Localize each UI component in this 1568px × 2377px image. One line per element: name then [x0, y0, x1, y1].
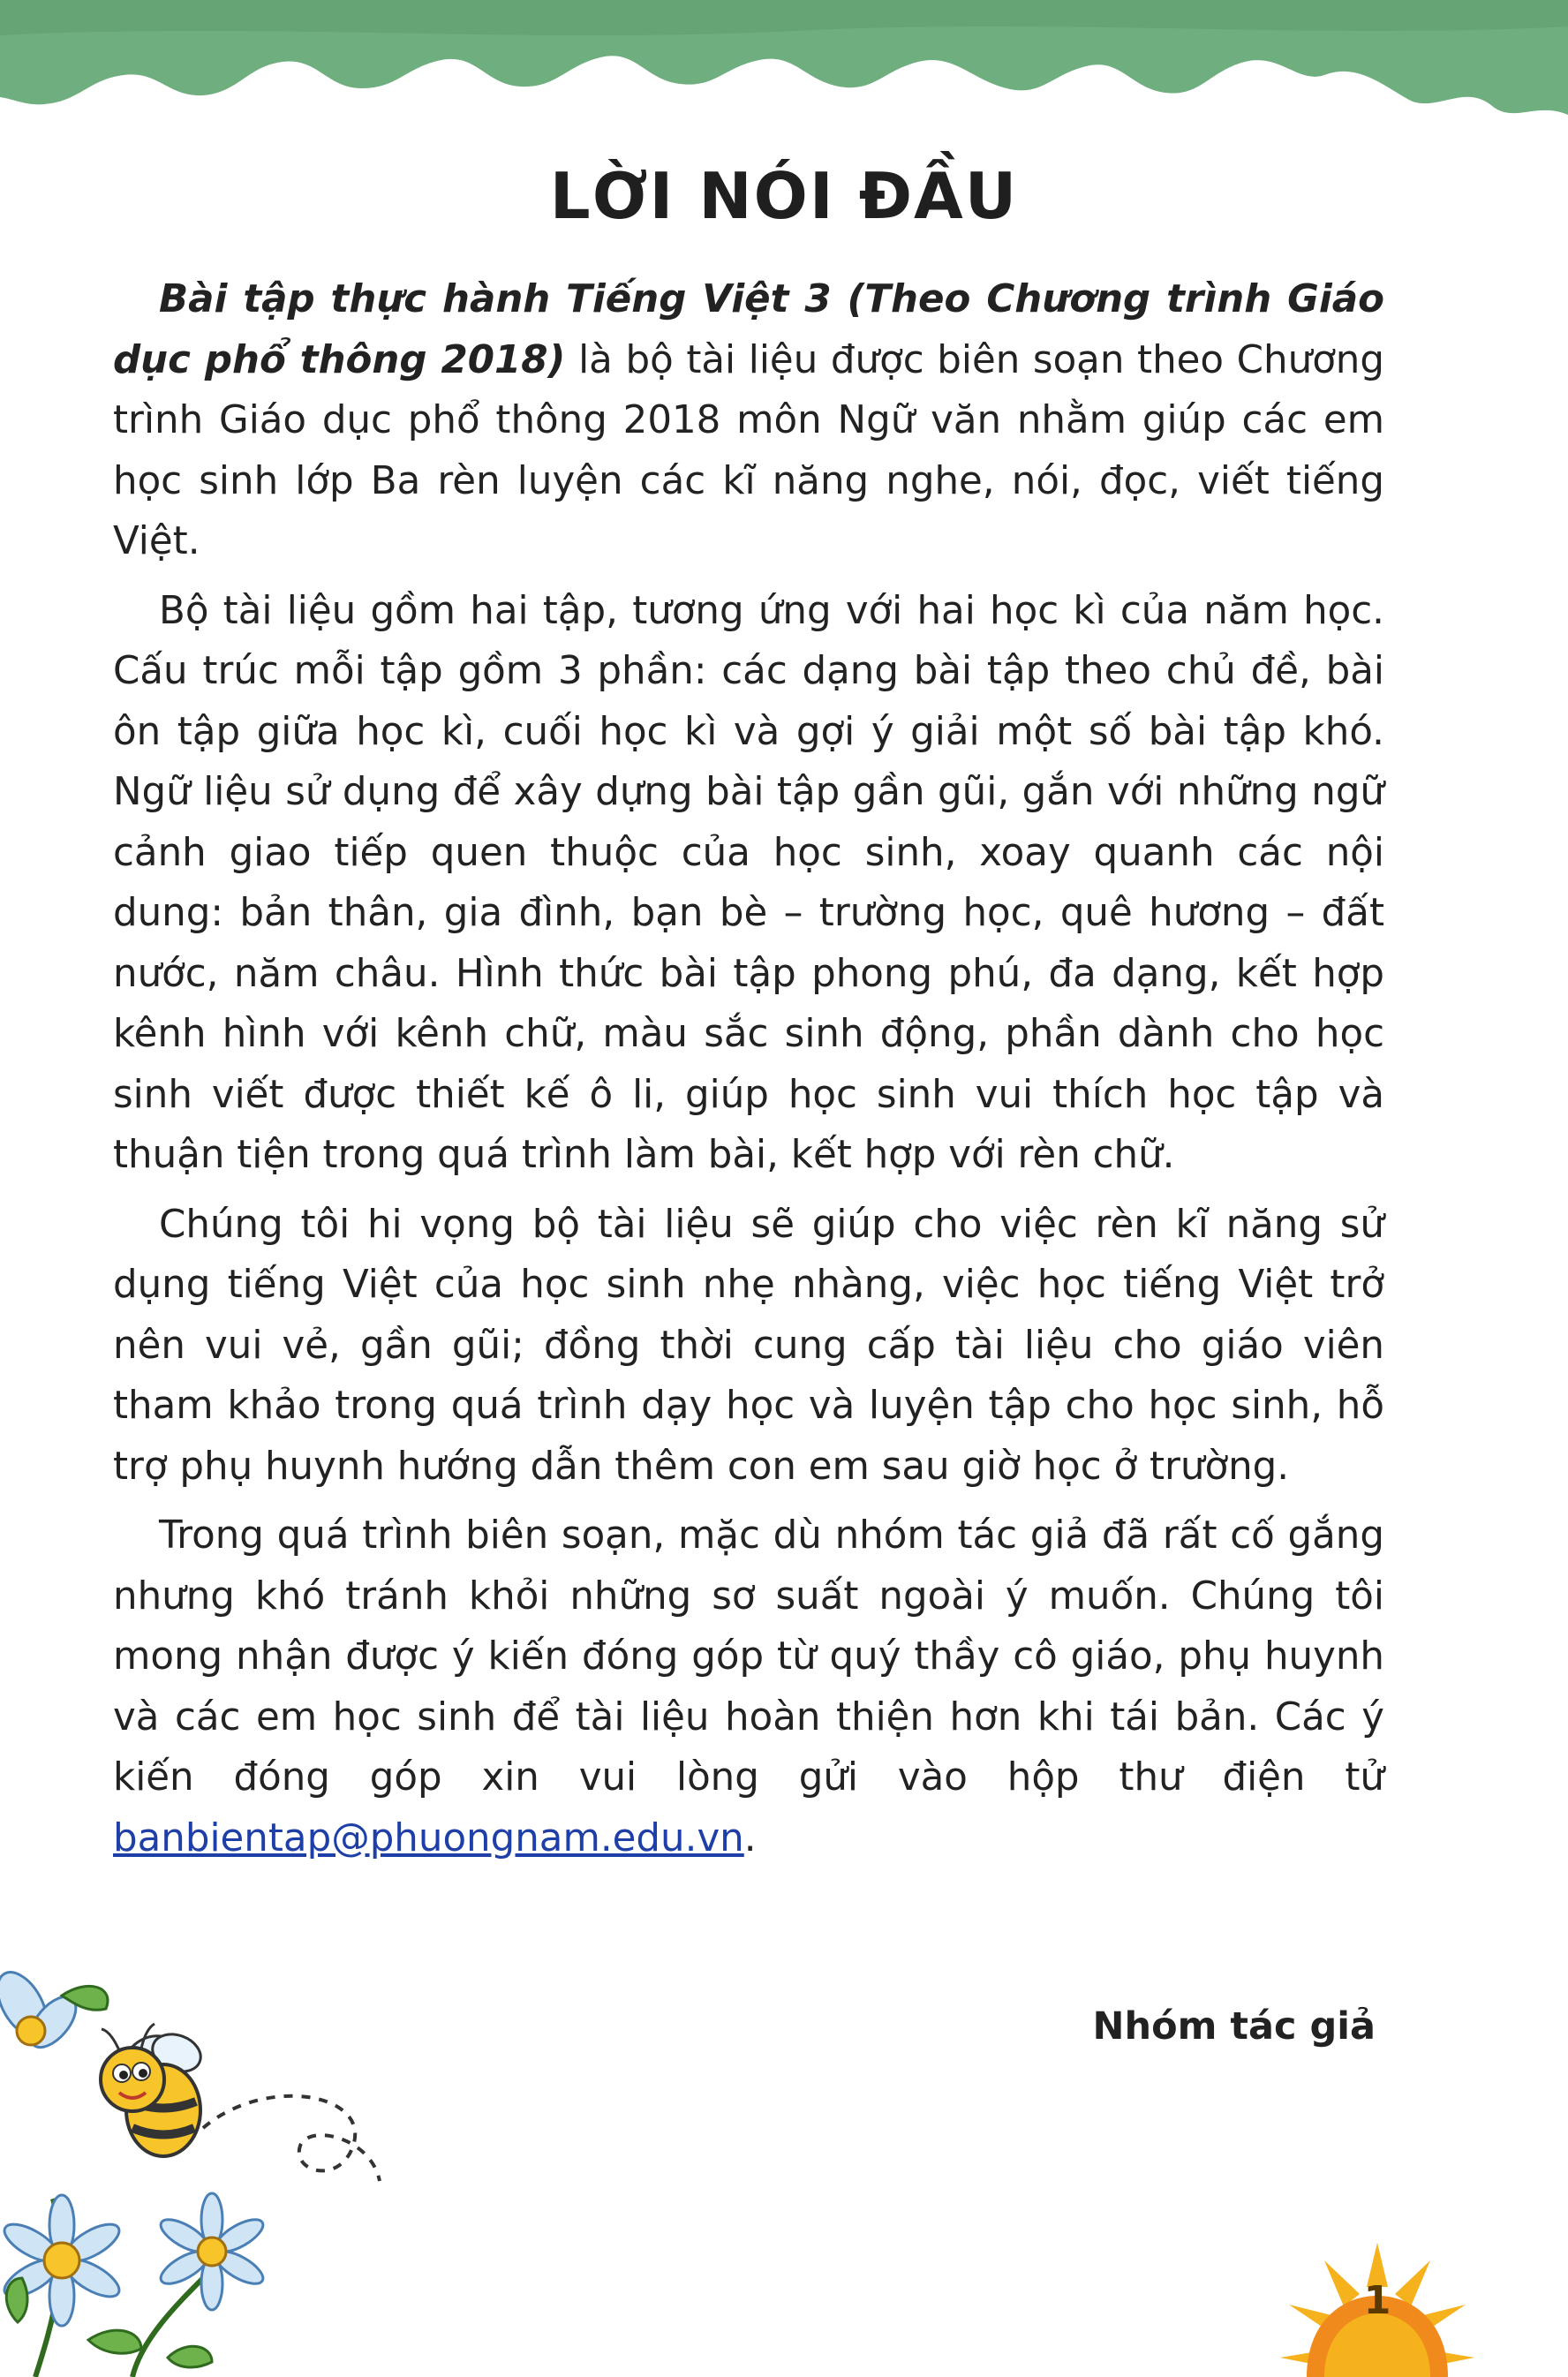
email-link[interactable]: banbientap@phuongnam.edu.vn — [113, 1815, 744, 1860]
paragraph-1-rest: là bộ tài liệu được biên soạn theo Chương trình Giáo dục phổ thông 2018 môn Ngữ văn nhằm giúp các em học sinh lớp Ba rèn luyện các kĩ năng nghe, nói, đọc, viết tiếng Việt. — [113, 337, 1384, 563]
paragraph-3: Chúng tôi hi vọng bộ tài liệu sẽ giúp cho việc rèn kĩ năng sử dụng tiếng Việt của học sinh nhẹ nhàng, việc học tiếng Việt trở nên vui vẻ, gần gũi; đồng thời cung cấp tài liệu cho giáo viên tham khảo trong quá trình dạy học và luyện tập cho học sinh, hỗ trợ phụ huynh hướng dẫn thêm con em sau giờ học ở trường. — [113, 1202, 1384, 1489]
paragraph-4-text: Trong quá trình biên soạn, mặc dù nhóm tác giả đã rất cố gắng nhưng khó tránh khỏi những sơ suất ngoài ý muốn. Chúng tôi mong nhận được ý kiến đóng góp từ quý thầy cô giáo, phụ huynh và các em học sinh để tài liệu hoàn thiện hơn khi tái bản. Các ý kiến đóng góp xin vui lòng gửi vào hộp thư điện tử — [113, 1513, 1384, 1800]
page-title: LỜI NÓI ĐẦU — [549, 159, 1019, 233]
book-title: Bài tập thực hành Tiếng Việt 3 (Theo Chương trình Giáo dục phổ thông 2018) — [113, 277, 1384, 382]
signature: Nhóm tác giả — [1092, 2004, 1376, 2049]
bee-flight-path — [203, 2096, 380, 2181]
flower-cluster-icon — [0, 2193, 268, 2377]
cloud-shade — [0, 0, 1568, 35]
bee-icon — [101, 2024, 206, 2156]
preface-body — [113, 269, 1384, 1877]
paragraph-1 — [113, 269, 1384, 572]
page-number: 1 — [1363, 2278, 1391, 2323]
paragraph-4 — [113, 1505, 1384, 1868]
bee-flower-decoration — [0, 1969, 424, 2377]
flower-icon — [0, 1969, 108, 2056]
paragraph-2: Bộ tài liệu gồm hai tập, tương ứng với hai học kì của năm học. Cấu trúc mỗi tập gồm 3 phần: các dạng bài tập theo chủ đề, bài ôn tập giữa học kì, cuối học kì và gợi ý giải một số bài tập khó. Ngữ liệu sử dụng để xây dựng bài tập gần gũi, gắn với những ngữ cảnh giao tiếp quen thuộc của học sinh, xoay quanh các nội dung: bản thân, gia đình, bạn bè – trường học, quê hương – đất nước, năm châu. Hình thức bài tập phong phú, đa dạng, kết hợp kênh hình với kênh chữ, màu sắc sinh động, phần dành cho học sinh viết được thiết kế ô li, giúp học sinh vui thích học tập và thuận tiện trong quá trình làm bài, kết hợp với rèn chữ. — [113, 588, 1384, 1177]
green-cloud-header — [0, 0, 1568, 168]
paragraph-4-end: . — [743, 1815, 757, 1860]
